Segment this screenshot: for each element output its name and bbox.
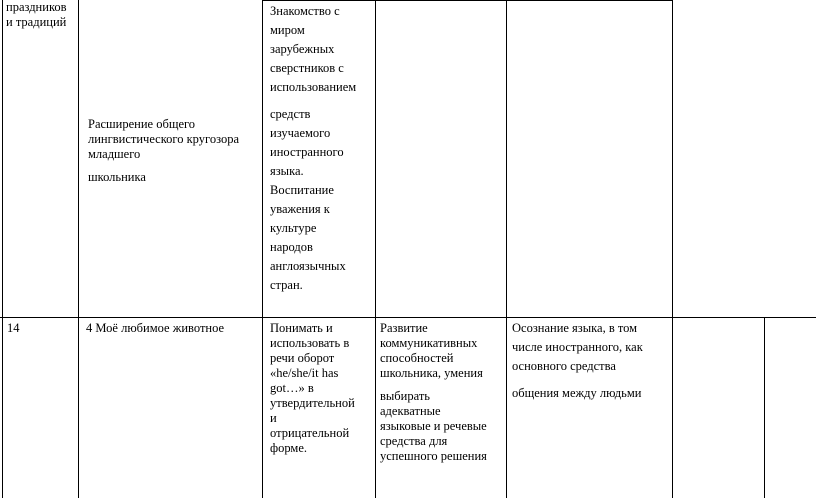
lesson-title — [86, 319, 261, 338]
column-border — [764, 317, 765, 498]
text-line: миром — [270, 23, 305, 37]
cell-top-col3 — [270, 2, 374, 295]
text-line: способностей — [380, 351, 454, 365]
text-line: общения между людьми — [512, 386, 642, 400]
text-line: адекватные — [380, 404, 441, 418]
text-line: отрицательной — [270, 426, 350, 440]
text-line: коммуникативных — [380, 336, 478, 350]
column-border — [506, 0, 507, 498]
text-line: иностранного — [270, 145, 344, 159]
text-line: и традиций — [6, 15, 67, 29]
column-border — [2, 0, 3, 498]
text-line: языка. — [270, 164, 304, 178]
text-line: утвердительной — [270, 396, 355, 410]
text-line: стран. — [270, 278, 303, 292]
text-line: и — [270, 411, 277, 425]
text-line: использовать в — [270, 336, 350, 350]
text-line: Знакомство с — [270, 4, 340, 18]
text-line: младшего — [88, 147, 141, 161]
column-border — [262, 0, 263, 498]
text-line: Понимать и — [270, 321, 333, 335]
text-line: Осознание языка, в том — [512, 321, 638, 335]
column-border — [78, 0, 79, 498]
row-divider — [0, 317, 816, 318]
text-line: зарубежных — [270, 42, 335, 56]
cell-bottom-col4 — [380, 321, 505, 464]
text-line: праздников — [6, 0, 67, 14]
text-line: Расширение общего — [88, 117, 196, 131]
text-line: англоязычных — [270, 259, 346, 273]
text-line: изучаемого — [270, 126, 331, 140]
text-line: основного средства — [512, 359, 616, 373]
row-divider-top-end — [262, 0, 672, 1]
text-line: успешного решения — [380, 449, 487, 463]
text-line: числе иностранного, как — [512, 340, 643, 354]
text-line: лингвистического кругозора — [88, 132, 239, 146]
text-line: использованием — [270, 80, 357, 94]
cell-top-col2 — [88, 117, 260, 185]
text-line: народов — [270, 240, 313, 254]
text-line: 14 — [7, 321, 20, 335]
row-number — [7, 319, 75, 338]
text-line: языковые и речевые — [380, 419, 487, 433]
text-line: форме. — [270, 441, 307, 455]
cell-bottom-col5 — [512, 319, 670, 403]
text-line: Развитие — [380, 321, 428, 335]
text-line: средства для — [380, 434, 448, 448]
text-line: средств — [270, 107, 311, 121]
text-line: got…» в — [270, 381, 314, 395]
text-line: культуре — [270, 221, 317, 235]
text-line: сверстников с — [270, 61, 344, 75]
text-line: Воспитание — [270, 183, 334, 197]
column-border — [375, 0, 376, 498]
text-line: школьника, умения — [380, 366, 483, 380]
text-line: уважения к — [270, 202, 330, 216]
cell-top-col1 — [6, 0, 78, 30]
text-line: речи оборот — [270, 351, 335, 365]
column-border — [672, 0, 673, 498]
text-line: «he/she/it has — [270, 366, 339, 380]
text-line: 4 Моё любимое животное — [86, 321, 225, 335]
text-line: выбирать — [380, 389, 430, 403]
text-line: школьника — [88, 170, 146, 184]
cell-bottom-col3 — [270, 321, 374, 456]
